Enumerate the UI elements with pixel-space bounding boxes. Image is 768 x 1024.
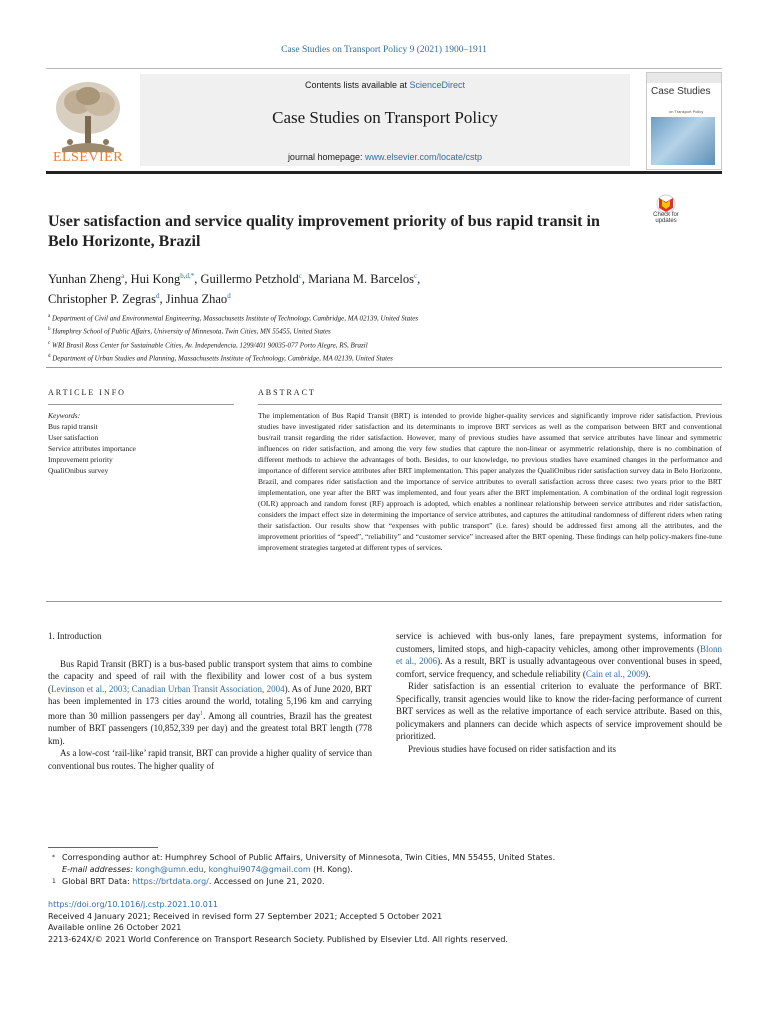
email-link[interactable]: konghui9074@gmail.com [208,865,311,874]
affiliation: $^c$ WRI Brasil Ross Center for Sustainable Cities, Av. Independencia, 1299/401 90035-077 Porto Alegre, RS, Brazil [48,340,368,349]
body-paragraph: Rider satisfaction is an essential criterion to evaluate the performance of BRT. Specifically, transit agencies would like to know the rider-facing performance of current BRT services as well as the relative importance of each service attribute. Based on this, policymakers and planners can decide which aspects of service improvement should be prioritized. [396,681,722,741]
citation-link[interactable]: Levinson et al., 2003; Canadian Urban Transit Association, 2004 [51,683,285,694]
cover-title: Case Studies [651,86,711,97]
author[interactable]: Hui Kong$^{b,d,*}$, [130,272,201,287]
cover-subtitle: on Transport Policy [669,109,704,114]
author[interactable]: Christopher P. Zegras$^d$, [48,292,166,307]
author[interactable]: Mariana M. Barcelos$^c$, [308,272,421,287]
body-left-column [48,630,372,772]
journal-name: Case Studies on Transport Policy [272,108,498,127]
publisher-name: ELSEVIER [52,150,124,165]
journal-cover-image[interactable] [646,72,722,170]
body-paragraph: Bus Rapid Transit (BRT) is a bus-based public transport system that aims to combine the capacity and speed of rail with the flexibility and lower cost of a bus system (Levinson et al., 2003; Canadian Urban Transit Association, 2004). As of June 2020, BRT has been implemented in 173 cities around the world, totaling 5,196 km and carrying more than 30 million passengers per day$^1$. Among all countries, Brazil has the greatest number of BRT passengers (10,852,339 per day) and the greatest total BRT length (778 km). [48,658,372,746]
keywords-block [48,410,234,476]
keyword: QualiOnibus survey [48,466,109,475]
divider [258,404,722,405]
email-note: E-mail addresses: kongh@umn.edu, konghui9074@gmail.com (H. Kong). [62,865,353,874]
author-list [48,268,648,308]
divider [46,601,722,602]
brtdata-link[interactable]: https://brtdata.org/ [132,877,209,886]
footnote-link[interactable]: 1 [200,710,204,717]
contents-line [140,80,630,90]
corresponding-author-note: * Corresponding author at: Humphrey School of Public Affairs, University of Minnesota, Twin Cities, MN 55455, United States. [52,853,556,862]
affiliation: $^a$ Department of Civil and Environmental Engineering, Massachusetts Institute of Technology, Cambridge, MA 02139, United States [48,314,419,323]
check-for-updates-label: Check for updates [653,212,679,224]
body-paragraph: service is achieved with bus-only lanes, fare prepayment systems, information for customers, limited stops, and high-capacity vehicles, among other improvements (Blonn et al., 2006). As a result, BRT is usually advantageous over conventional buses in speed, comfort, service frequency, and schedule reliability (Cain et al., 2009). [396,631,722,679]
article-title: User satisfaction and service quality improvement priority of bus rapid transit in Belo Horizonte, Brazil [48,213,600,250]
homepage-line [140,152,630,162]
received-dates: Received 4 January 2021; Received in revised form 27 September 2021; Accepted 5 October 2021 [48,911,443,921]
footnote-1: 1 Global BRT Data: https://brtdata.org/. Accessed on June 21, 2020. [52,877,325,886]
section-title: 1. Introduction [48,631,102,641]
author[interactable]: Guillermo Petzhold$^c$, [200,272,309,287]
abstract-heading: ABSTRACT [258,388,316,397]
email-link[interactable]: kongh@umn.edu [135,865,204,874]
online-date: Available online 26 October 2021 [48,923,182,932]
citation-link[interactable]: Blonn et al., 2006 [396,643,722,666]
sciencedirect-link[interactable]: ScienceDirect [409,80,466,90]
keyword: User satisfaction [48,433,99,442]
abstract-text: The implementation of Bus Rapid Transit (BRT) is intended to provide higher-quality services and significantly improve rider satisfaction. Previous studies have investigated rider satisfaction and its determinants to improve BRT services as well as the comparison between BRT and conventional bus/rail transit regarding the rider satisfaction. However, many of previous studies have assumed that service attributes have linear and symmetric influences on rider satisfaction, and among the very few studies that capture the non-linear or asymmetric relationship, there is no combination of different methods to achieve the advantages of both. Besides, to our knowledge, no previous studies have examined changes in the performance and importance of different service attributes after BRT implementation. This paper analyzes the QualiOnibus rider satisfaction survey data in Belo Horizonte, Brazil, and compares rider satisfaction and the importance of service attributes to overall satisfaction across three cases: two years prior to the BRT implementation, one year after the BRT was implemented, and four years after the BRT implementation. A combination of the ordinal logit regression (OLR) approach and random forest (RF) approach is adopted, which enables a nonlinear relationship between service attributes and rider satisfaction, considers the impact effect size in determining the importance of service attributes, and captures the attitudinal randomness of different riders when rating their satisfaction. Our results show that “expenses with public transport” (i.e. fares) should be addressed first among all the attributes, and the improvement priorities of “speed”, “reliability” and “customer service” increased after the BRT opening. These findings can help policy-makers fine-tune improvement strategies targeted at different types of services. [258,411,722,552]
affiliation: $^b$ Humphrey School of Public Affairs, University of Minnesota, Twin Cities, MN 55455, United States [48,327,331,336]
keyword: Improvement priority [48,455,113,464]
body-paragraph: As a low-cost ‘rail-like’ rapid transit, BRT can provide a higher quality of service than conventional bus routes. The higher quality of [48,748,372,771]
article-info-heading: ARTICLE INFO [48,388,126,397]
homepage-prefix: journal homepage: [287,152,365,162]
divider [46,367,722,368]
cover-photo [651,117,715,165]
footnotes [48,852,708,888]
footnote-divider [48,847,158,848]
cover-top-band [647,73,721,83]
keyword: Service attributes importance [48,444,136,453]
affiliation: $^d$ Department of Urban Studies and Planning, Massachusetts Institute of Technology, Cambridge, MA 02139, United States [48,353,393,363]
body-right-column [396,630,722,755]
author[interactable]: Yunhan Zheng$^a$, [48,272,131,287]
copyright: 2213-624X/© 2021 World Conference on Transport Research Society. Published by Elsevier Ltd. All rights reserved. [48,934,508,944]
contents-prefix: Contents lists available at [304,80,410,90]
divider [48,404,234,405]
author[interactable]: Jinhua Zhao$^d$ [165,292,231,307]
keywords-label: Keywords: [48,411,81,420]
journal-homepage-link[interactable]: www.elsevier.com/locate/cstp [365,152,483,162]
publication-info [48,899,728,945]
affiliations [48,311,688,364]
keyword: Bus rapid transit [48,422,98,431]
journal-reference[interactable]: Case Studies on Transport Policy 9 (2021) 1900–1911 [281,45,487,55]
body-paragraph: Previous studies have focused on rider satisfaction and its [408,743,616,754]
doi-link[interactable]: https://doi.org/10.1016/j.cstp.2021.10.011 [48,900,218,909]
citation-link[interactable]: Cain et al., 2009 [585,668,646,679]
